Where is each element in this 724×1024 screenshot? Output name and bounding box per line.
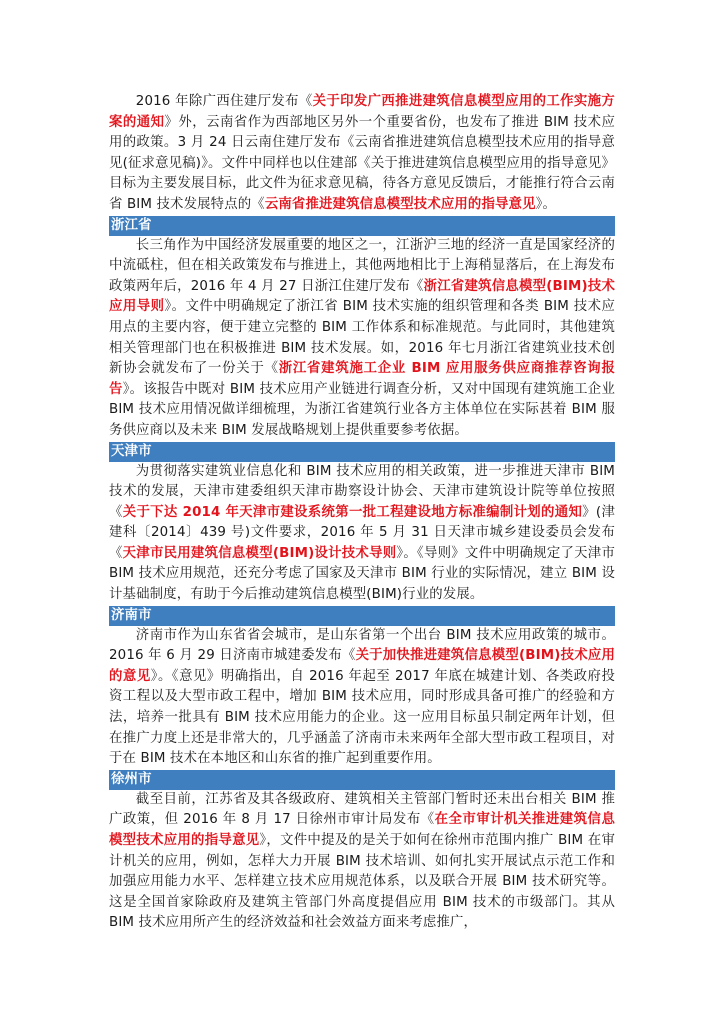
highlighted-title: 关于印发广西推进建筑信息模型应用的工作实施方案的通知 xyxy=(109,94,615,130)
intro-paragraph xyxy=(109,92,615,216)
section-header-tianjin: 天津市 xyxy=(109,442,615,462)
section-body-zhejiang xyxy=(109,236,615,442)
document-page xyxy=(109,92,615,934)
text-run: 为贯彻落实建筑业信息化和 BIM 技术应用的相关政策，进一步推进天津市 BIM 技术的发展，天津市建委组织天津市勘察设计协会、天津市建筑设计院等单位按照《 xyxy=(109,463,615,520)
text-run: 》，文件中提及的是关于如何在徐州市范围内推广 BIM 在审计机关的应用，例如，怎样大力开展 BIM 技术培训、如何扎实开展试点示范工作和加强应用能力水平、怎样建立技术应用规范体系，以及联合开展 BIM 技术研究等。这是全国首家除政府及建筑主管部门外高度提倡应用 BIM 技术的市级部门。其从 BIM 技术应用所产生的经济效益和社会效益方面来考虑推广， xyxy=(109,833,615,931)
text-run: 2016 年除广西住建厅发布《 xyxy=(135,94,313,109)
text-run: 》。该报告中既对 BIM 技术应用产业链进行调查分析，又对中国现有建筑施工企业 BIM 技术应用情况做详细梳理，为浙江省建筑行业各方主体单位在实际甚着 BIM 服务供应商以及未来 BIM 发展战略规划上提供重要参考依据。 xyxy=(109,381,615,438)
highlighted-title: 关于加快推进建筑信息模型(BIM)技术应用的意见 xyxy=(109,648,615,684)
section-header-zhejiang: 浙江省 xyxy=(109,216,615,236)
text-run: 》。《导则》文件中明确规定了天津市 BIM 技术应用规范，还充分考虑了国家及天津市 BIM 行业的实际情况，建立 BIM 设计基础制度，有助于今后推动建筑信息模型(BIM)行业的发展。 xyxy=(109,545,615,603)
text-run: 》。文件中明确规定了浙江省 BIM 技术实施的组织管理和各类 BIM 技术应用点的主要内容，便于建立完整的 BIM 工作体系和标准规范。与此同时，其他建筑相关管理部门也在积极推进 BIM 技术发展。如，2016 年七月浙江省建筑业技术创新协会就发布了一份关于《 xyxy=(109,299,615,377)
text-run: 》。《意见》明确指出，自 2016 年起至 2017 年底在城建计划、各类政府投资工程以及大型市政工程中，增加 BIM 技术应用，同时形成具备可推广的经验和方法，培养一批具有 BIM 技术应用能力的企业。这一应用目标虽只制定两年计划，但在推广力度上还是非常大的，几乎涵盖了济南市未来两年全部大型市政工程项目，对于在 BIM 技术在本地区和山东省的推广起到重要作用。 xyxy=(109,668,616,767)
text-run: 》外，云南省作为西部地区另外一个重要省份，也发布了推进 BIM 技术应用的政策。3 月 24 日云南住建厅发布《云南省推进建筑信息模型技术应用的指导意见(征求意见稿)》。文件中同样也以住建部《关于推进建筑信息模型应用的指导意见》目标为主要发展目标，此文件为征求意见稿，待各方意见反馈后，才能推行符合云南省 BIM 技术发展特点的《 xyxy=(109,114,615,212)
text-run: 济南市作为山东省省会城市，是山东省第一个出台 BIM 技术应用政策的城市。2016 年 6 月 29 日济南市城建委发布《 xyxy=(109,627,615,664)
highlighted-title: 云南省推进建筑信息模型技术应用的指导意见 xyxy=(264,196,536,212)
text-run: 截至目前，江苏省及其各级政府、建筑相关主管部门暂时还未出台相关 BIM 推广政策，但 2016 年 8 月 17 日徐州市审计局发布《 xyxy=(109,791,615,828)
text-run: 》(津建科〔2014〕439 号)文件要求，2016 年 5 月 31 日天津市城乡建设委员会发布《 xyxy=(109,504,615,561)
section-header-jinan: 济南市 xyxy=(109,606,615,626)
highlighted-title: 关于下达 2014 年天津市建设系统第一批工程建设地方标准编制计划的通知 xyxy=(122,504,583,520)
highlighted-title: 在全市审计机关推进建筑信息模型技术应用的指导意见 xyxy=(109,812,615,848)
section-body-tianjin xyxy=(109,462,615,606)
highlighted-title: 浙江省建筑信息模型(BIM)技术应用导则 xyxy=(109,278,615,315)
section-body-xuzhou xyxy=(109,790,615,934)
text-run: 》。 xyxy=(535,196,557,212)
section-header-xuzhou: 徐州市 xyxy=(109,770,615,790)
highlighted-title: 浙江省建筑施工企业 BIM 应用服务供应商推荐咨询报告 xyxy=(109,361,615,397)
highlighted-title: 天津市民用建筑信息模型(BIM)设计技术导则 xyxy=(122,545,397,561)
section-body-jinan xyxy=(109,626,615,770)
text-run: 长三角作为中国经济发展重要的地区之一，江浙沪三地的经济一直是国家经济的中流砥柱，但在相关政策发布与推进上，其他两地相比于上海稍显落后，在上海发布政策两年后，2016 年 4 月 27 日浙江住建厅发布《 xyxy=(109,237,615,294)
